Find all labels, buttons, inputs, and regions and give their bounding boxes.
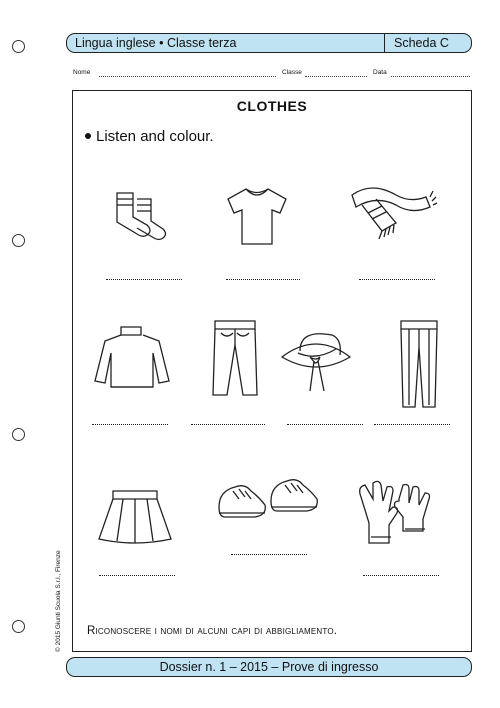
footer-text: Dossier n. 1 – 2015 – Prove di ingresso (159, 660, 379, 674)
name-label: Nome (73, 69, 91, 76)
answer-blank[interactable] (287, 424, 363, 425)
date-field[interactable] (391, 69, 470, 77)
date-label: Data (373, 69, 387, 76)
answer-blank[interactable] (106, 279, 182, 280)
punch-hole (12, 620, 25, 633)
answer-blank[interactable] (99, 575, 175, 576)
answer-blank[interactable] (191, 424, 265, 425)
punch-hole (12, 428, 25, 441)
instruction-text: Listen and colour. (96, 128, 214, 145)
answer-blank[interactable] (231, 554, 307, 555)
answer-blank[interactable] (374, 424, 450, 425)
answer-blank[interactable] (226, 279, 300, 280)
footer-band (66, 657, 472, 677)
worksheet-frame (72, 90, 472, 652)
answer-blank[interactable] (359, 279, 435, 280)
punch-hole (12, 234, 25, 247)
answer-blank[interactable] (92, 424, 168, 425)
instruction (83, 128, 214, 145)
punch-hole (12, 40, 25, 53)
name-row (73, 69, 470, 81)
header-divider (384, 34, 385, 52)
header-title: Lingua inglese • Classe terza (75, 36, 237, 50)
sheet-code: Scheda C (394, 36, 449, 50)
answer-blank[interactable] (363, 575, 439, 576)
name-field[interactable] (99, 69, 276, 77)
learning-objective: Riconoscere i nomi di alcuni capi di abbigliamento. (87, 625, 338, 637)
class-field[interactable] (305, 69, 367, 77)
worksheet-title: CLOTHES (236, 98, 308, 114)
class-label: Classe (282, 69, 302, 76)
bullet-icon (85, 133, 91, 139)
copyright: © 2015 Giunti Scuola S.r.l., Firenze (55, 550, 62, 652)
header-band (66, 33, 472, 53)
